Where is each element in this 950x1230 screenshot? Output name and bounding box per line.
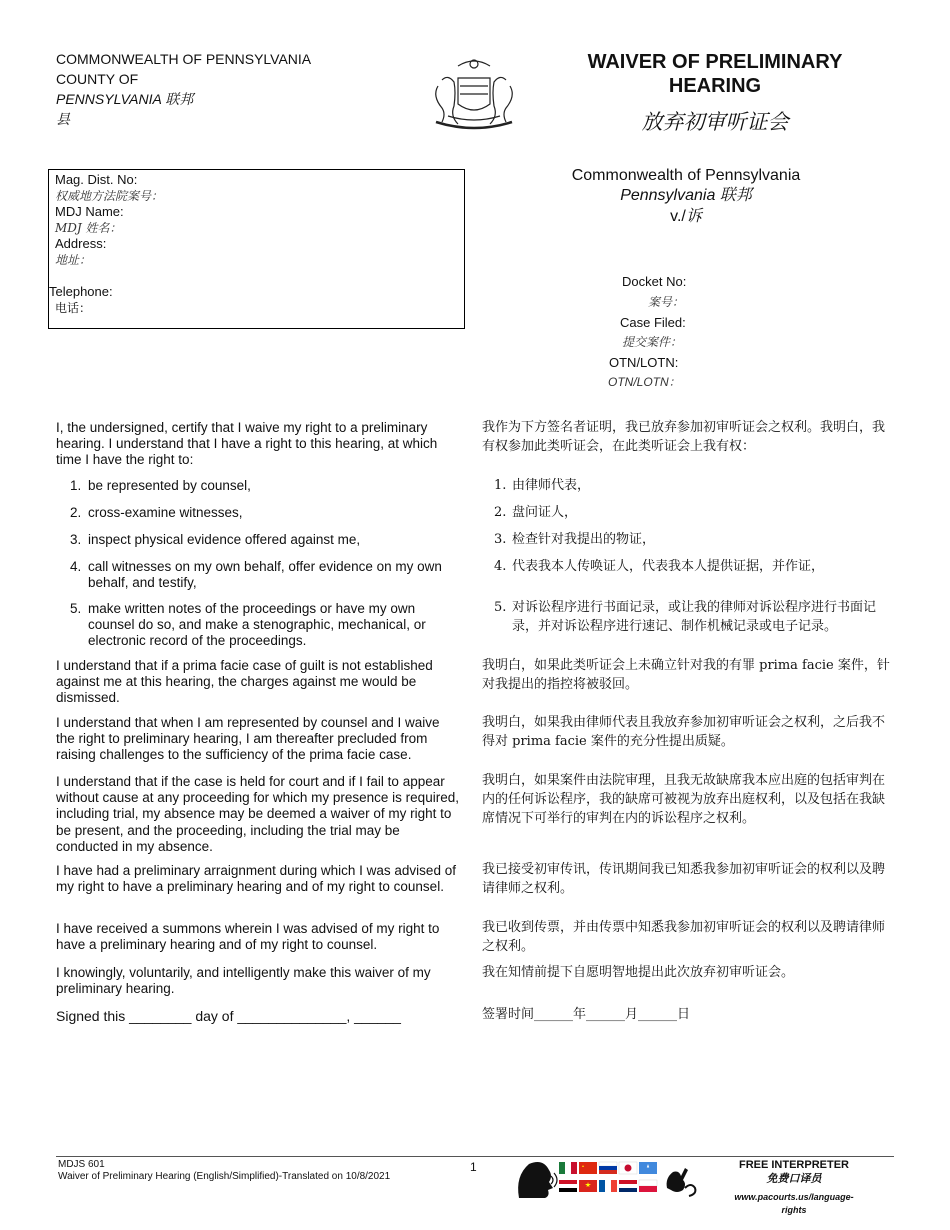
english-item-4: 4. call witnesses on my own behalf, offer evidence on my own behalf, and testify, <box>70 559 454 591</box>
chinese-item-4-text: 代表我本人传唤证人，代表我本人提供证据，并作证， <box>512 559 825 574</box>
mag-dist-label: Mag. Dist. No: <box>55 172 138 187</box>
otn-label: OTN/LOTN: <box>609 355 679 370</box>
caption-commonwealth: Commonwealth of Pennsylvania <box>571 167 801 184</box>
telephone-label-cn: 电话： <box>55 301 92 315</box>
chinese-paragraph-6: 我在知情前提下自愿明智地提出此次放弃初审听证会。 <box>482 965 795 980</box>
caption-versus <box>520 206 852 227</box>
chinese-paragraph-4: 我已接受初审传讯，传讯期间我已知悉我参加初审听证会的权利以及聘请律师之权利。 <box>482 862 886 896</box>
chinese-signed-line: 签署时间______年______月______日 <box>482 1007 691 1022</box>
language-rights-url: www.pacourts.us/language-rights <box>734 1192 854 1215</box>
docket-no-label-cn: 案号： <box>648 295 685 309</box>
address-label-cn: 地址： <box>55 253 92 267</box>
mdj-name-label: MDJ Name: <box>55 204 124 219</box>
chinese-paragraph-1: 我明白，如果此类听证会上未确立针对我的有罪 prima facie 案件，针对我提出的指控将被驳回。 <box>482 658 890 692</box>
chinese-paragraph-5: 我已收到传票，并由传票中知悉我参加初审听证会的权利以及聘请律师之权利。 <box>482 920 886 954</box>
case-caption <box>520 166 852 227</box>
page-number: 1 <box>470 1160 477 1174</box>
free-interpreter-label: FREE INTERPRETER <box>738 1159 849 1171</box>
docket-no-label: Docket No: <box>622 274 687 289</box>
court-info-box <box>48 169 465 329</box>
free-interpreter-notice <box>728 1159 860 1217</box>
case-filed-label: Case Filed: <box>620 315 686 330</box>
caption-commonwealth-cn: Pennsylvania 联邦 <box>620 187 752 204</box>
court-header <box>56 49 311 129</box>
form-title-line-1: WAIVER OF PRELIMINARY <box>587 51 843 73</box>
header-line-4: 县 <box>56 111 70 127</box>
chinese-item-5: 5. 对诉讼程序进行书面记录，或让我的律师对诉讼程序进行书面记录，并对诉讼程序进行速记、制作机械记录或电子记录。 <box>494 598 890 636</box>
english-paragraph-6: I knowingly, voluntarily, and intelligently make this waiver of my preliminary hearing. <box>56 965 431 997</box>
footer-form-info <box>58 1159 390 1183</box>
english-item-2: 2. cross-examine witnesses, <box>70 505 460 521</box>
header-line-2: COUNTY OF <box>56 71 139 87</box>
english-signed-line: Signed this ________ day of ______________, ______ <box>56 1008 401 1024</box>
chinese-paragraph-2: 我明白，如果我由律师代表且我放弃参加初审听证会之权利，之后我不得对 prima facie 案件的充分性提出质疑。 <box>482 715 886 749</box>
form-title-line-2: HEARING <box>668 75 762 97</box>
chinese-item-1-text: 由律师代表， <box>512 478 591 493</box>
pennsylvania-seal-icon <box>428 56 520 132</box>
header-line-3: PENNSYLVANIA 联邦 <box>56 91 194 107</box>
chinese-item-2-text: 盘问证人， <box>512 505 578 520</box>
chinese-paragraph-3: 我明白，如果案件由法院审理，且我无故缺席我本应出庭的包括审判在内的任何诉讼程序，我的缺席可被视为放弃出庭权利，以及包括在我缺席情况下可举行的审判在内的诉讼程序之权利。 <box>482 773 886 826</box>
free-interpreter-label-cn: 免费口译员 <box>766 1172 822 1185</box>
english-item-2-text: cross-examine witnesses, <box>88 505 243 520</box>
header-line-1: COMMONWEALTH OF PENNSYLVANIA <box>56 51 312 67</box>
chinese-intro: 我作为下方签名者证明，我已放弃参加初审听证会之权利。我明白，我有权参加此类听证会，在此类听证会上我有权： <box>482 420 886 454</box>
english-paragraph-1: I understand that if a prima facie case of guilt is not established against me at this hearing, the charges against me would be dismissed. <box>56 658 433 706</box>
english-item-1: 1. be represented by counsel, <box>70 478 460 494</box>
chinese-item-3-text: 检查针对我提出的物证， <box>512 532 656 547</box>
language-flags-icon <box>515 1158 725 1200</box>
footer-form-desc: Waiver of Preliminary Hearing (English/Simplified)-Translated on 10/8/2021 <box>58 1171 391 1182</box>
chinese-item-4: 4. 代表我本人传唤证人，代表我本人提供证据，并作证， <box>494 557 890 576</box>
english-paragraph-3: I understand that if the case is held for court and if I fail to appear without cause at any proceeding for which my presence is required, including trial, my absence may be deemed a waiver of my right to be present, and the proceeding, including the trial may be conducted in my absence. <box>56 774 459 854</box>
chinese-item-5-text: 对诉讼程序进行书面记录，或让我的律师对诉讼程序进行书面记录，并对诉讼程序进行速记、制作机械记录或电子记录。 <box>512 600 877 634</box>
mag-dist-label-cn: 权威地方法院案号： <box>55 189 164 203</box>
english-paragraph-4: I have had a preliminary arraignment during which I was advised of my right to have a preliminary hearing and of my right to counsel. <box>56 863 456 895</box>
english-item-1-text: be represented by counsel, <box>88 478 251 493</box>
footer-rule <box>56 1156 894 1157</box>
caption-vs-cn: 诉 <box>685 206 702 225</box>
form-title-cn: 放弃初审听证会 <box>641 110 789 134</box>
english-item-4-text: call witnesses on my own behalf, offer evidence on my own behalf, and testify, <box>88 559 442 591</box>
chinese-item-2: 2. 盘问证人， <box>494 503 890 522</box>
english-intro: I, the undersigned, certify that I waive my right to a preliminary hearing. I understand that I have a right to this hearing, at which time I have the right to: <box>56 420 438 468</box>
caption-vs: v./ <box>670 208 686 225</box>
chinese-item-1: 1. 由律师代表， <box>494 476 890 495</box>
english-paragraph-2: I understand that when I am represented by counsel and I waive the right to preliminary hearing, I am thereafter precluded from raising challenges to the sufficiency of the prima facie case. <box>56 715 440 763</box>
telephone-label: Telephone: <box>49 284 113 299</box>
otn-label-cn: OTN/LOTN： <box>608 375 681 389</box>
english-item-5-text: make written notes of the proceedings or have my own counsel do so, and make a stenographic, mechanical, or electronic record of the proceedings. <box>88 601 426 649</box>
english-paragraph-5: I have received a summons wherein I was advised of my right to have a preliminary hearing and of my right to counsel. <box>56 921 440 953</box>
english-item-3: 3. inspect physical evidence offered against me, <box>70 532 460 548</box>
address-label: Address: <box>55 236 107 251</box>
english-item-5: 5. make written notes of the proceedings or have my own counsel do so, and make a stenographic, mechanical, or electronic record of the proceedings. <box>70 601 450 650</box>
english-item-3-text: inspect physical evidence offered against me, <box>88 532 361 547</box>
footer-form-id: MDJS 601 <box>58 1159 105 1170</box>
form-title <box>565 50 865 98</box>
case-filed-label-cn: 提交案件： <box>622 335 683 349</box>
chinese-item-3: 3. 检查针对我提出的物证， <box>494 530 890 549</box>
mdj-name-label-cn: MDJ 姓名： <box>55 221 122 235</box>
